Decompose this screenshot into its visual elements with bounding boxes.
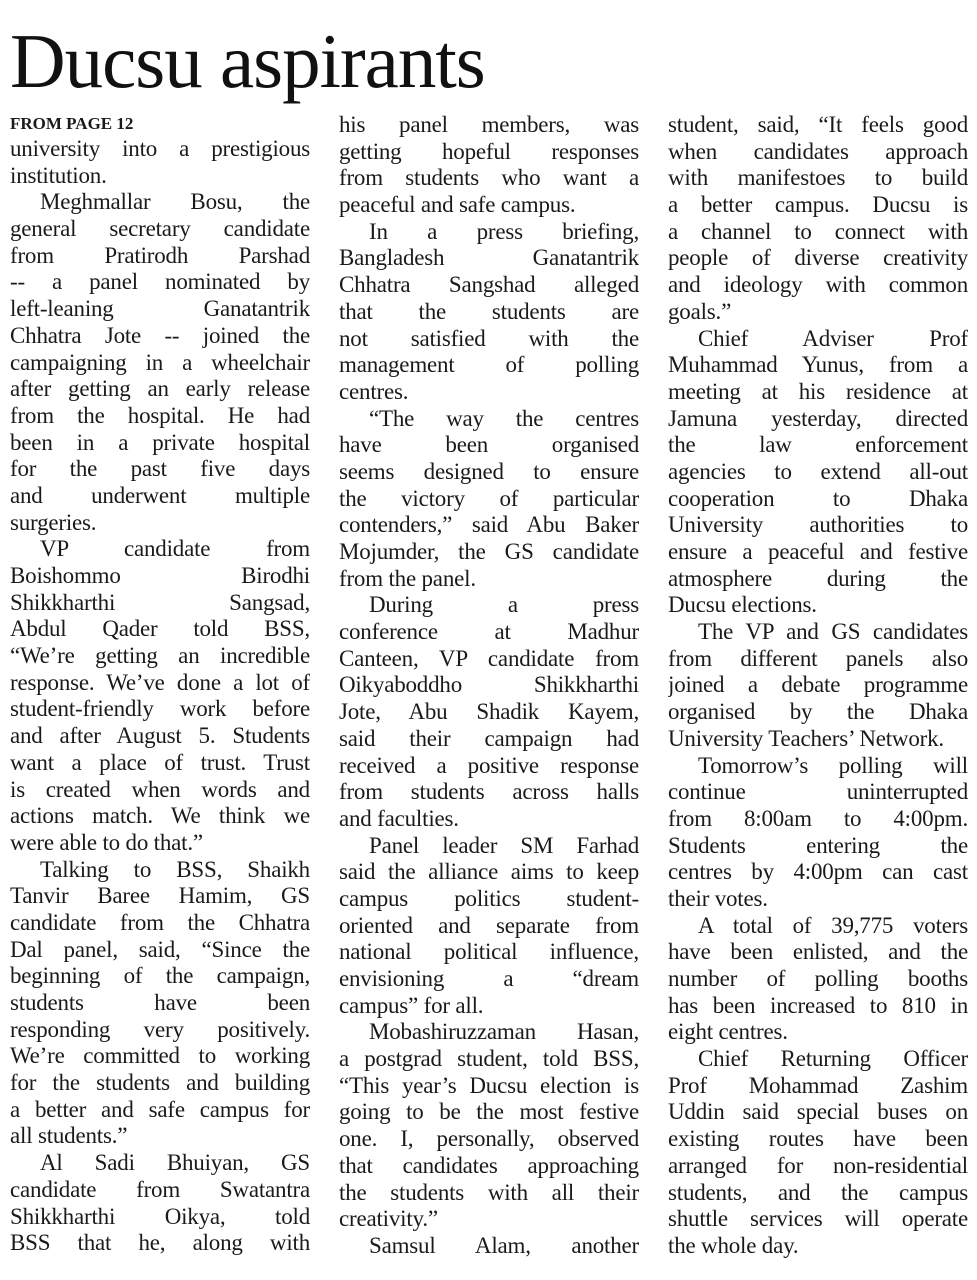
text-line: oriented and separate from <box>339 912 639 938</box>
text-line: envisioning a “dream <box>339 966 639 991</box>
text-line: responding very positively. <box>10 1016 310 1042</box>
article-column-3 <box>668 112 968 1260</box>
text-line: national political influence, <box>339 939 639 965</box>
article-column-2 <box>339 112 639 1260</box>
text-line: number of polling booths <box>668 966 968 991</box>
text-line: Mobashiruzzaman Hasan, <box>369 1019 639 1045</box>
text-line: Abdul Qader told BSS, <box>10 616 310 642</box>
text-line: said their campaign had <box>339 725 639 751</box>
text-line: Students entering the <box>668 832 968 858</box>
text-line: all students.” <box>10 1123 128 1149</box>
text-line: a better and safe campus for <box>10 1096 310 1122</box>
text-line: eight centres. <box>668 1019 788 1045</box>
text-line: A total of 39,775 voters <box>698 912 968 938</box>
text-line: students, and the campus <box>668 1179 968 1205</box>
text-line: Jote, Abu Shadik Kayem, <box>339 699 639 725</box>
text-line: have been organised <box>339 432 639 458</box>
text-line: student-friendly work before <box>10 696 310 722</box>
text-line: from different panels also <box>668 645 968 671</box>
text-line: that candidates approaching <box>339 1152 639 1178</box>
text-line: “This year’s Ducsu election is <box>339 1072 639 1098</box>
text-line: Jamuna yesterday, directed <box>668 405 968 431</box>
text-line: The VP and GS candidates <box>698 619 968 645</box>
text-line: Chief Returning Officer <box>698 1046 968 1072</box>
continuation-kicker: FROM PAGE 12 <box>10 114 134 133</box>
text-line: received a positive response <box>339 752 639 778</box>
text-line: not satisfied with the <box>339 325 639 351</box>
text-line: Meghmallar Bosu, the <box>40 189 310 215</box>
text-line: getting hopeful responses <box>339 138 639 164</box>
article-headline: Ducsu aspirants <box>10 18 485 104</box>
text-line: conference at Madhur <box>339 619 639 645</box>
text-line: Boishommo Birodhi <box>10 563 310 588</box>
text-line: During a press <box>369 592 639 618</box>
text-line: BSS that he, along with <box>10 1230 310 1256</box>
text-line: that the students are <box>339 298 639 324</box>
text-line: goals.” <box>668 298 732 324</box>
text-line: have been enlisted, and the <box>668 939 968 965</box>
text-line: peaceful and safe campus. <box>339 192 576 218</box>
text-line: Chhatra Jote -- joined the <box>10 322 310 348</box>
text-line: meeting at his residence at <box>668 378 968 404</box>
text-line: Uddin said special buses on <box>668 1099 968 1125</box>
text-line: Canteen, VP candidate from <box>339 645 639 671</box>
text-line: people of diverse creativity <box>668 245 968 271</box>
text-line: is created when words and <box>10 776 310 802</box>
text-line: actions match. We think we <box>10 803 310 829</box>
text-line: and faculties. <box>339 805 459 831</box>
text-line: for the past five days <box>10 456 310 482</box>
text-line: from the panel. <box>339 565 476 591</box>
text-line: Talking to BSS, Shaikh <box>40 856 310 882</box>
text-line: atmosphere during the <box>668 565 968 591</box>
text-line: Bangladesh Ganatantrik <box>339 245 639 271</box>
text-line: when candidates approach <box>668 138 968 164</box>
text-line: students have been <box>10 990 310 1015</box>
text-line: University authorities to <box>668 512 968 538</box>
text-line: contenders,” said Abu Baker <box>339 512 639 538</box>
text-line: We’re committed to working <box>10 1043 310 1069</box>
text-line: beginning of the campaign, <box>10 963 310 989</box>
text-line: and after August 5. Students <box>10 723 310 749</box>
text-line: continue uninterrupted <box>668 779 968 805</box>
text-line: and underwent multiple <box>10 482 310 508</box>
text-line: student, said, “It feels good <box>668 112 968 137</box>
text-line: Prof Mohammad Zashim <box>668 1072 968 1098</box>
text-line: “We’re getting an incredible <box>10 643 310 669</box>
text-line: candidate from Swatantra <box>10 1176 310 1202</box>
text-line: general secretary candidate <box>10 216 310 242</box>
text-line: VP candidate from <box>40 536 310 562</box>
text-line: ensure a peaceful and festive <box>668 539 968 564</box>
text-line: from students who want a <box>339 165 639 191</box>
text-line: from the hospital. He had <box>10 402 310 428</box>
text-line: centres. <box>339 378 409 404</box>
text-line: want a place of trust. Trust <box>10 749 310 775</box>
text-line: agencies to extend all-out <box>668 458 968 484</box>
text-line: creativity.” <box>339 1206 438 1232</box>
text-line: a postgrad student, told BSS, <box>339 1046 639 1072</box>
text-line: Al Sadi Bhuiyan, GS <box>40 1150 310 1176</box>
article-column-1 <box>10 112 310 1257</box>
text-line: the students with all their <box>339 1179 639 1205</box>
text-line: his panel members, was <box>339 112 639 137</box>
text-line: been in a private hospital <box>10 429 310 455</box>
text-line: -- a panel nominated by <box>10 269 310 295</box>
text-line: Dal panel, said, “Since the <box>10 936 310 962</box>
text-line: their votes. <box>668 885 768 911</box>
text-line: with manifestoes to build <box>668 165 968 191</box>
text-line: arranged for non-residential <box>668 1152 968 1178</box>
text-line: shuttle services will operate <box>668 1206 968 1232</box>
text-line: a better campus. Ducsu is <box>668 192 968 218</box>
text-line: organised by the Dhaka <box>668 699 968 725</box>
text-line: cooperation to Dhaka <box>668 485 968 511</box>
text-line: campus politics student- <box>339 885 639 911</box>
text-line: Oikyaboddho Shikkharthi <box>339 672 639 698</box>
text-line: Chief Adviser Prof <box>698 325 968 351</box>
text-line: were able to do that.” <box>10 829 203 855</box>
text-line: joined a debate programme <box>668 672 968 698</box>
text-line: from students across halls <box>339 779 639 805</box>
text-line: campaigning in a wheelchair <box>10 349 310 375</box>
text-line: the victory of particular <box>339 485 639 511</box>
text-line: surgeries. <box>10 509 97 535</box>
text-line: Mojumder, the GS candidate <box>339 539 639 564</box>
text-line: from 8:00am to 4:00pm. <box>668 805 968 831</box>
text-line: Chhatra Sangshad alleged <box>339 272 639 298</box>
text-line: In a press briefing, <box>369 218 639 244</box>
text-line: centres by 4:00pm can cast <box>668 859 968 885</box>
text-line: a channel to connect with <box>668 218 968 244</box>
text-line: University Teachers’ Network. <box>668 725 944 751</box>
text-line: one. I, personally, observed <box>339 1126 639 1152</box>
text-line: said the alliance aims to keep <box>339 859 639 885</box>
text-line: Shikkharthi Oikya, told <box>10 1203 310 1229</box>
text-line: management of polling <box>339 352 639 378</box>
text-line: Panel leader SM Farhad <box>369 832 639 858</box>
text-line: Samsul Alam, another <box>369 1232 639 1258</box>
text-line: response. We’ve done a lot of <box>10 669 310 695</box>
text-line: university into a prestigious <box>10 136 310 161</box>
text-line: from Pratirodh Parshad <box>10 242 310 268</box>
text-line: existing routes have been <box>668 1126 968 1152</box>
text-line: after getting an early release <box>10 376 310 402</box>
text-line: Muhammad Yunus, from a <box>668 352 968 378</box>
text-line: Ducsu elections. <box>668 592 817 618</box>
text-line: left-leaning Ganatantrik <box>10 296 310 322</box>
text-line: going to be the most festive <box>339 1099 639 1125</box>
text-line: “The way the centres <box>369 405 639 431</box>
text-line: Tomorrow’s polling will <box>698 752 968 778</box>
text-line: institution. <box>10 162 107 188</box>
text-line: for the students and building <box>10 1070 310 1096</box>
text-line: the whole day. <box>668 1232 799 1258</box>
text-line: and ideology with common <box>668 272 968 298</box>
text-line: campus” for all. <box>339 992 484 1018</box>
text-line: Shikkharthi Sangsad, <box>10 589 310 615</box>
text-line: the law enforcement <box>668 432 968 458</box>
text-line: has been increased to 810 in <box>668 992 968 1018</box>
text-line: seems designed to ensure <box>339 458 639 484</box>
text-line: candidate from the Chhatra <box>10 909 310 935</box>
text-line: Tanvir Baree Hamim, GS <box>10 883 310 909</box>
